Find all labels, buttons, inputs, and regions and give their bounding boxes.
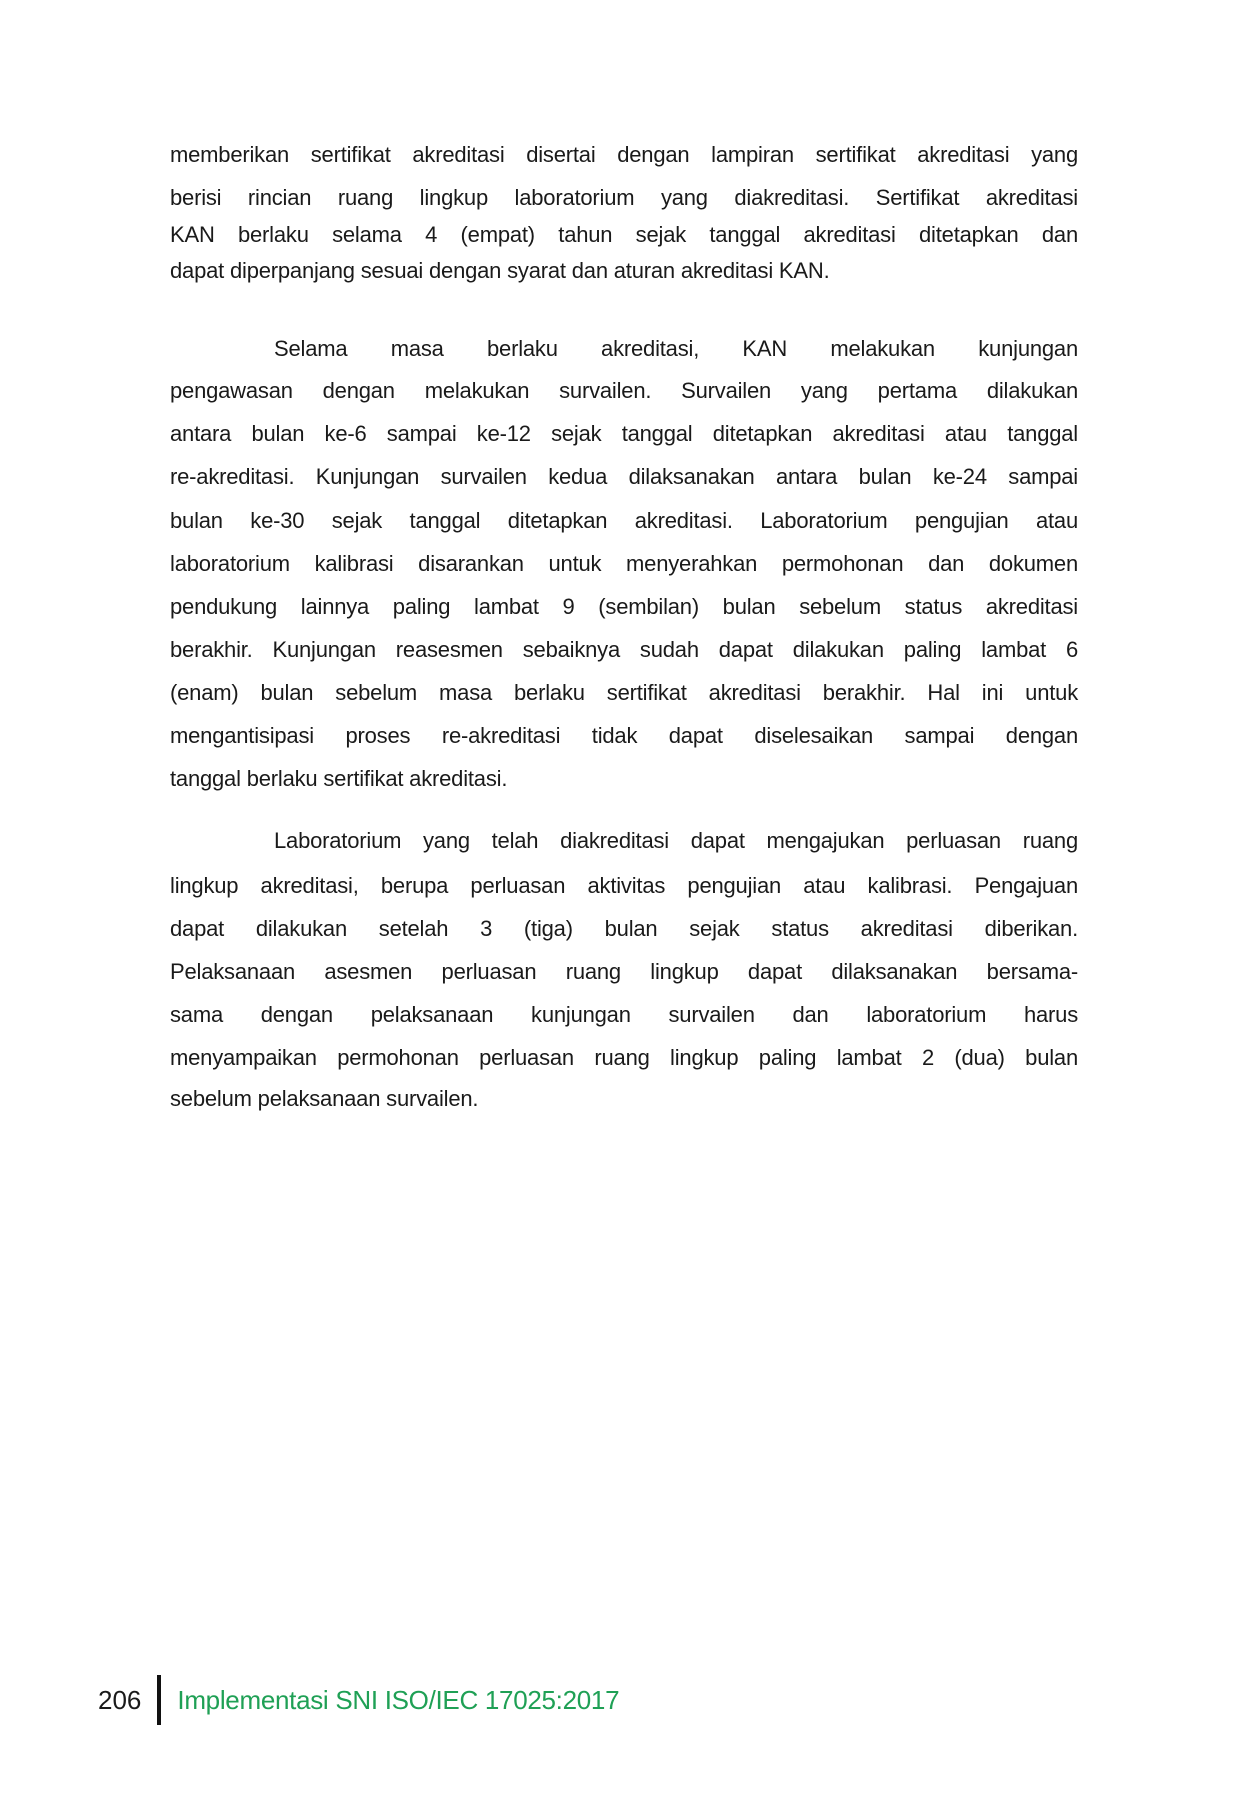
text-line: pendukung lainnya paling lambat 9 (sembilan) bulan sebelum status akreditasi	[170, 594, 1078, 619]
text-line: KAN berlaku selama 4 (empat) tahun sejak tanggal akreditasi ditetapkan dan	[170, 222, 1078, 247]
text-line: berakhir. Kunjungan reasesmen sebaiknya sudah dapat dilakukan paling lambat 6	[170, 637, 1078, 662]
text-line: Pelaksanaan asesmen perluasan ruang lingkup dapat dilaksanakan bersama-	[170, 959, 1078, 984]
text-line: bulan ke-30 sejak tanggal ditetapkan akreditasi. Laboratorium pengujian atau	[170, 508, 1078, 533]
text-line: (enam) bulan sebelum masa berlaku sertifikat akreditasi berakhir. Hal ini untuk	[170, 680, 1078, 705]
text-line: tanggal berlaku sertifikat akreditasi.	[170, 766, 508, 791]
text-line: dapat diperpanjang sesuai dengan syarat dan aturan akreditasi KAN.	[170, 258, 830, 283]
text-line: memberikan sertifikat akreditasi disertai dengan lampiran sertifikat akreditasi yang	[170, 142, 1078, 167]
text-line: berisi rincian ruang lingkup laboratorium yang diakreditasi. Sertifikat akreditasi	[170, 185, 1078, 210]
text-line: laboratorium kalibrasi disarankan untuk menyerahkan permohonan dan dokumen	[170, 551, 1078, 576]
footer-divider	[157, 1675, 161, 1725]
text-line: lingkup akreditasi, berupa perluasan aktivitas pengujian atau kalibrasi. Pengajuan	[170, 873, 1078, 898]
text-line: mengantisipasi proses re-akreditasi tidak dapat diselesaikan sampai dengan	[170, 723, 1078, 748]
text-line: menyampaikan permohonan perluasan ruang lingkup paling lambat 2 (dua) bulan	[170, 1045, 1078, 1070]
text-line: Laboratorium yang telah diakreditasi dapat mengajukan perluasan ruang	[274, 828, 1078, 853]
page-number: 206	[98, 1684, 142, 1715]
text-line: antara bulan ke-6 sampai ke-12 sejak tanggal ditetapkan akreditasi atau tanggal	[170, 421, 1078, 446]
text-line: sama dengan pelaksanaan kunjungan survailen dan laboratorium harus	[170, 1002, 1078, 1027]
text-line: sebelum pelaksanaan survailen.	[170, 1086, 479, 1111]
text-line: dapat dilakukan setelah 3 (tiga) bulan sejak status akreditasi diberikan.	[170, 916, 1078, 941]
text-line: pengawasan dengan melakukan survailen. Survailen yang pertama dilakukan	[170, 378, 1078, 403]
text-line: Selama masa berlaku akreditasi, KAN melakukan kunjungan	[274, 336, 1078, 361]
page-footer	[98, 1672, 619, 1728]
book-title: Implementasi SNI ISO/IEC 17025:2017	[177, 1684, 620, 1715]
text-line: re-akreditasi. Kunjungan survailen kedua dilaksanakan antara bulan ke-24 sampai	[170, 464, 1078, 489]
